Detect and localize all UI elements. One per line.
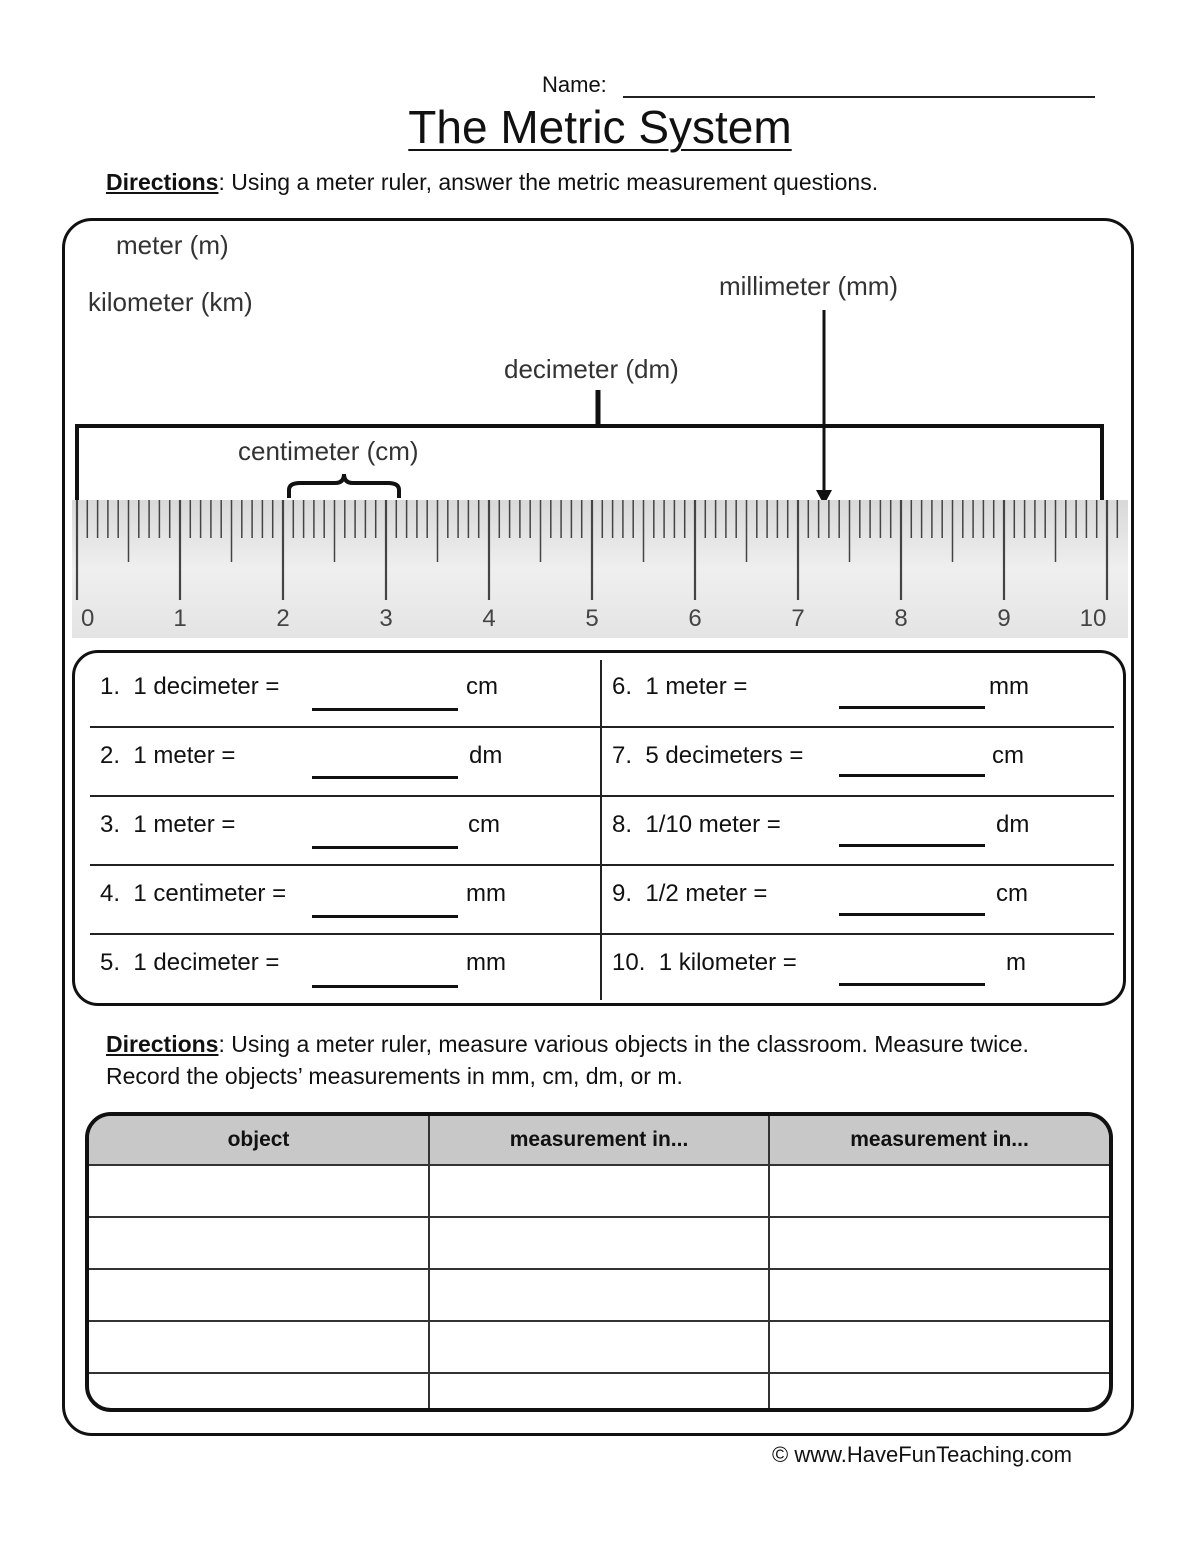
question-3: 3. 1 meter = (100, 811, 236, 838)
ruler-number: 6 (688, 605, 702, 632)
question-7: 7. 5 decimeters = (612, 742, 804, 769)
directions-1-label: Directions (106, 169, 219, 195)
question-9-unit: cm (996, 880, 1028, 907)
column-header-object: object (89, 1116, 429, 1165)
question-10: 10. 1 kilometer = (612, 949, 797, 976)
answer-9-blank[interactable] (839, 913, 985, 916)
answer-7-blank[interactable] (839, 774, 985, 777)
ruler-number: 5 (585, 605, 599, 632)
table-cell[interactable] (429, 1165, 769, 1217)
answer-6-blank[interactable] (839, 706, 985, 709)
ruler-number: 0 (81, 605, 95, 632)
table-row (89, 1217, 1109, 1269)
table-cell[interactable] (89, 1373, 429, 1412)
ruler-number: 2 (276, 605, 290, 632)
measurement-table (85, 1112, 1113, 1412)
question-5: 5. 1 decimeter = (100, 949, 280, 976)
answer-3-blank[interactable] (312, 846, 458, 849)
directions-2-label: Directions (106, 1031, 219, 1057)
question-4-unit: mm (466, 880, 506, 907)
meter-label: meter (m) (116, 230, 229, 260)
ruler-number: 4 (482, 605, 496, 632)
answer-5-blank[interactable] (312, 985, 458, 988)
table-cell[interactable] (429, 1373, 769, 1412)
ruler-number: 10 (1079, 605, 1107, 632)
question-5-unit: mm (466, 949, 506, 976)
table-cell[interactable] (769, 1321, 1109, 1373)
ruler-number: 9 (997, 605, 1011, 632)
table-cell[interactable] (769, 1373, 1109, 1412)
question-1-unit: cm (466, 673, 498, 700)
table-cell[interactable] (89, 1321, 429, 1373)
millimeter-label: millimeter (mm) (719, 271, 899, 301)
table-cell[interactable] (89, 1165, 429, 1217)
column-header-measurement-1: measurement in... (429, 1116, 769, 1165)
question-1: 1. 1 decimeter = (100, 673, 280, 700)
answer-2-blank[interactable] (312, 776, 458, 779)
table-row (89, 1373, 1109, 1412)
ruler-graphic (72, 500, 1128, 638)
table-cell[interactable] (769, 1165, 1109, 1217)
table-cell[interactable] (429, 1269, 769, 1321)
answer-1-blank[interactable] (312, 708, 458, 711)
centimeter-label: centimeter (cm) (238, 436, 419, 466)
question-4: 4. 1 centimeter = (100, 880, 287, 907)
table-cell[interactable] (429, 1217, 769, 1269)
table-row (89, 1269, 1109, 1321)
question-3-unit: cm (468, 811, 500, 838)
answer-10-blank[interactable] (839, 983, 985, 986)
table-cell[interactable] (89, 1269, 429, 1321)
ruler-number: 7 (791, 605, 805, 632)
ruler-number: 3 (379, 605, 393, 632)
answer-8-blank[interactable] (839, 844, 985, 847)
question-9: 9. 1/2 meter = (612, 880, 768, 907)
kilometer-label: kilometer (km) (88, 287, 253, 317)
question-2-unit: dm (469, 742, 503, 769)
question-10-unit: m (1006, 949, 1026, 976)
annotation-lines (0, 0, 1200, 520)
page-title: The Metric System (408, 101, 792, 153)
question-8-unit: dm (996, 811, 1030, 838)
table-cell[interactable] (429, 1321, 769, 1373)
centimeter-brace (289, 474, 399, 498)
question-6-unit: mm (989, 673, 1029, 700)
footer-copyright: © www.HaveFunTeaching.com (772, 1442, 1072, 1467)
table-row (89, 1165, 1109, 1217)
column-header-measurement-2: measurement in... (769, 1116, 1109, 1165)
answer-4-blank[interactable] (312, 915, 458, 918)
decimeter-bracket (77, 426, 1102, 502)
ruler-number: 1 (173, 605, 187, 632)
ruler (72, 500, 1128, 638)
table-cell[interactable] (769, 1269, 1109, 1321)
directions-1-text: : Using a meter ruler, answer the metric measurement questions. (218, 169, 879, 195)
table-cell[interactable] (89, 1217, 429, 1269)
question-7-unit: cm (992, 742, 1024, 769)
question-2: 2. 1 meter = (100, 742, 236, 769)
question-8: 8. 1/10 meter = (612, 811, 781, 838)
decimeter-label: decimeter (dm) (504, 354, 679, 384)
table-row (89, 1321, 1109, 1373)
question-6: 6. 1 meter = (612, 673, 748, 700)
directions-2 (106, 1028, 1086, 1092)
name-label: Name: (542, 72, 607, 97)
directions-2-text: : Using a meter ruler, measure various objects in the classroom. Measure twice. Record the objects’ measurements in mm, cm, dm, or m. (106, 1031, 1029, 1089)
table-cell[interactable] (769, 1217, 1109, 1269)
ruler-number: 8 (894, 605, 908, 632)
